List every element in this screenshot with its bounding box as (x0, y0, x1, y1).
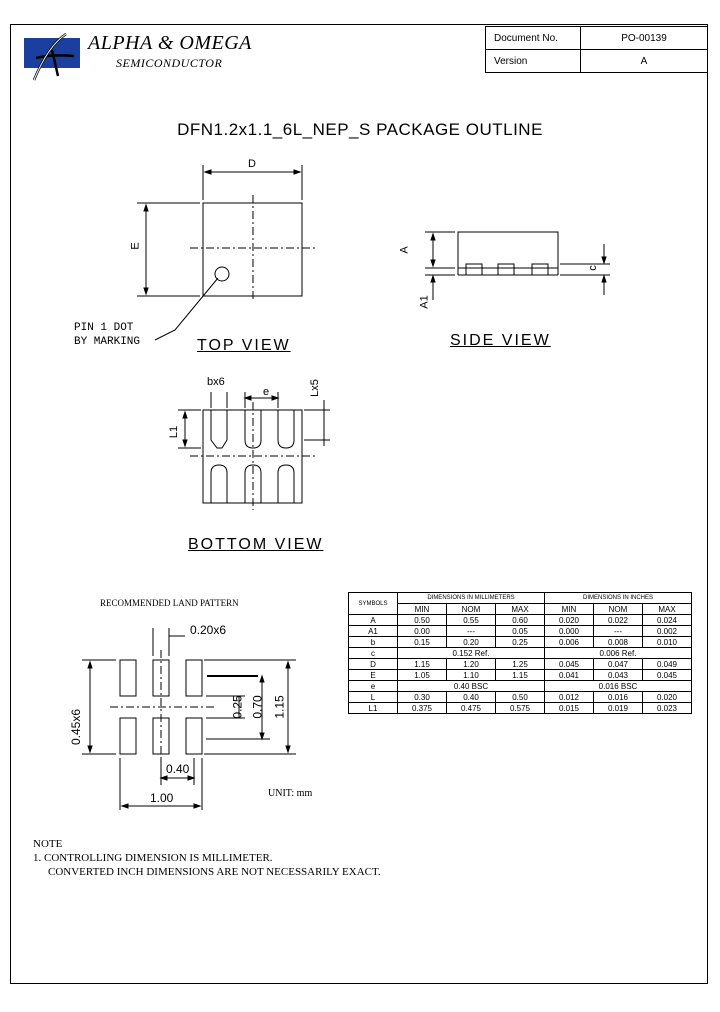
dim-115-label: 1.15 (272, 695, 287, 719)
top-view-title: TOP VIEW (197, 337, 291, 354)
value-cell: 0.375 (398, 703, 447, 714)
value-cell: 0.000 (545, 626, 594, 637)
bottom-pad-6 (278, 465, 294, 503)
in-min-header: MIN (545, 604, 594, 615)
value-cell: 0.016 BSC (545, 681, 692, 692)
value-cell: 0.575 (496, 703, 545, 714)
value-cell: 0.023 (643, 703, 692, 714)
value-cell: 0.020 (545, 615, 594, 626)
mm-header: DIMENSIONS IN MILLIMETERS (398, 593, 545, 604)
table-row (349, 648, 692, 659)
value-cell: 0.045 (643, 670, 692, 681)
value-cell: 0.55 (447, 615, 496, 626)
symbol-cell: c (349, 648, 398, 659)
symbol-cell: b (349, 637, 398, 648)
value-cell: 0.40 (447, 692, 496, 703)
value-cell: 0.25 (496, 637, 545, 648)
value-cell: 0.015 (545, 703, 594, 714)
dim-c-label: c (586, 265, 599, 271)
unit-label: UNIT: mm (268, 788, 313, 799)
value-cell: 0.475 (447, 703, 496, 714)
dim-b-label: bx6 (207, 376, 225, 388)
value-cell: 1.15 (496, 670, 545, 681)
page-title: DFN1.2x1.1_6L_NEP_S PACKAGE OUTLINE (177, 120, 543, 139)
table-row (349, 692, 692, 703)
value-cell: 0.00 (398, 626, 447, 637)
value-cell: 0.049 (643, 659, 692, 670)
value-cell: 0.50 (496, 692, 545, 703)
value-cell: 0.047 (594, 659, 643, 670)
dim-d-label: D (248, 158, 256, 170)
dim-100-label: 1.00 (150, 791, 174, 805)
dim-025-label: 0.25 (230, 695, 245, 719)
company-name: ALPHA & OMEGA (88, 32, 252, 54)
value-cell: 0.016 (594, 692, 643, 703)
symbol-cell: A (349, 615, 398, 626)
in-nom-header: NOM (594, 604, 643, 615)
mm-min-header: MIN (398, 604, 447, 615)
symbol-cell: E (349, 670, 398, 681)
version-value: A (581, 50, 708, 73)
dim-e-label: E (129, 242, 142, 250)
note-line-2: CONVERTED INCH DIMENSIONS ARE NOT NECESSARILY EXACT. (48, 866, 381, 878)
value-cell: 0.022 (594, 615, 643, 626)
value-cell: 0.30 (398, 692, 447, 703)
value-cell: 1.15 (398, 659, 447, 670)
dim-l-label: Lx5 (308, 379, 321, 397)
dim-l1-label: L1 (168, 425, 181, 439)
value-cell: --- (447, 626, 496, 637)
value-cell: --- (594, 626, 643, 637)
doc-no-value: PO-00139 (581, 27, 708, 50)
side-view-body (458, 232, 558, 268)
value-cell: 0.05 (496, 626, 545, 637)
value-cell: 0.024 (643, 615, 692, 626)
bottom-pad-3 (278, 410, 294, 448)
pin1-note-line1: PIN 1 DOT (74, 322, 134, 334)
dim-040-label: 0.40 (166, 762, 190, 776)
value-cell: 0.006 Ref. (545, 648, 692, 659)
value-cell: 0.152 Ref. (398, 648, 545, 659)
mm-max-header: MAX (496, 604, 545, 615)
bottom-pad-4 (211, 465, 227, 503)
symbol-cell: D (349, 659, 398, 670)
in-max-header: MAX (643, 604, 692, 615)
inch-header: DIMENSIONS IN INCHES (545, 593, 692, 604)
land-pad-6 (186, 718, 202, 754)
value-cell: 0.15 (398, 637, 447, 648)
dim-pitch-label: e (263, 386, 270, 398)
dim-045-label: 0.45x6 (69, 708, 84, 746)
table-row (349, 670, 692, 681)
land-pad-4 (120, 718, 136, 754)
symbol-cell: L1 (349, 703, 398, 714)
dim-a-label: A (398, 246, 411, 254)
symbol-cell: A1 (349, 626, 398, 637)
table-row (349, 615, 692, 626)
symbol-cell: e (349, 681, 398, 692)
pin1-note-line2: BY MARKING (74, 336, 141, 348)
value-cell: 1.10 (447, 670, 496, 681)
side-view-title: SIDE VIEW (450, 332, 551, 349)
value-cell: 0.60 (496, 615, 545, 626)
value-cell: 1.05 (398, 670, 447, 681)
mm-nom-header: NOM (447, 604, 496, 615)
value-cell: 1.25 (496, 659, 545, 670)
land-pattern-title: RECOMMENDED LAND PATTERN (100, 598, 239, 608)
value-cell: 0.50 (398, 615, 447, 626)
dim-020-label: 0.20x6 (190, 623, 227, 637)
note-heading: NOTE (33, 838, 63, 850)
dim-070-label: 0.70 (250, 695, 265, 719)
value-cell: 0.40 BSC (398, 681, 545, 692)
version-label: Version (486, 50, 581, 73)
value-cell: 0.010 (643, 637, 692, 648)
value-cell: 0.020 (643, 692, 692, 703)
symbols-header: SYMBOLS (349, 593, 398, 615)
table-row (349, 703, 692, 714)
dimensions-table (348, 592, 692, 714)
bottom-view-title: BOTTOM VIEW (188, 536, 324, 553)
value-cell: 0.006 (545, 637, 594, 648)
table-row (349, 659, 692, 670)
value-cell: 0.012 (545, 692, 594, 703)
note-line-1: 1. CONTROLLING DIMENSION IS MILLIMETER. (33, 852, 273, 864)
land-pad-3 (186, 660, 202, 696)
value-cell: 1.20 (447, 659, 496, 670)
value-cell: 0.008 (594, 637, 643, 648)
bottom-pad-1 (211, 410, 227, 448)
value-cell: 0.045 (545, 659, 594, 670)
table-row (349, 626, 692, 637)
company-subtitle: SEMICONDUCTOR (116, 56, 223, 70)
land-pad-1 (120, 660, 136, 696)
symbol-cell: L (349, 692, 398, 703)
table-row (349, 681, 692, 692)
value-cell: 0.019 (594, 703, 643, 714)
value-cell: 0.041 (545, 670, 594, 681)
doc-no-label: Document No. (486, 27, 581, 50)
value-cell: 0.20 (447, 637, 496, 648)
value-cell: 0.043 (594, 670, 643, 681)
dim-a1-label: A1 (418, 295, 431, 309)
value-cell: 0.002 (643, 626, 692, 637)
table-row (349, 637, 692, 648)
